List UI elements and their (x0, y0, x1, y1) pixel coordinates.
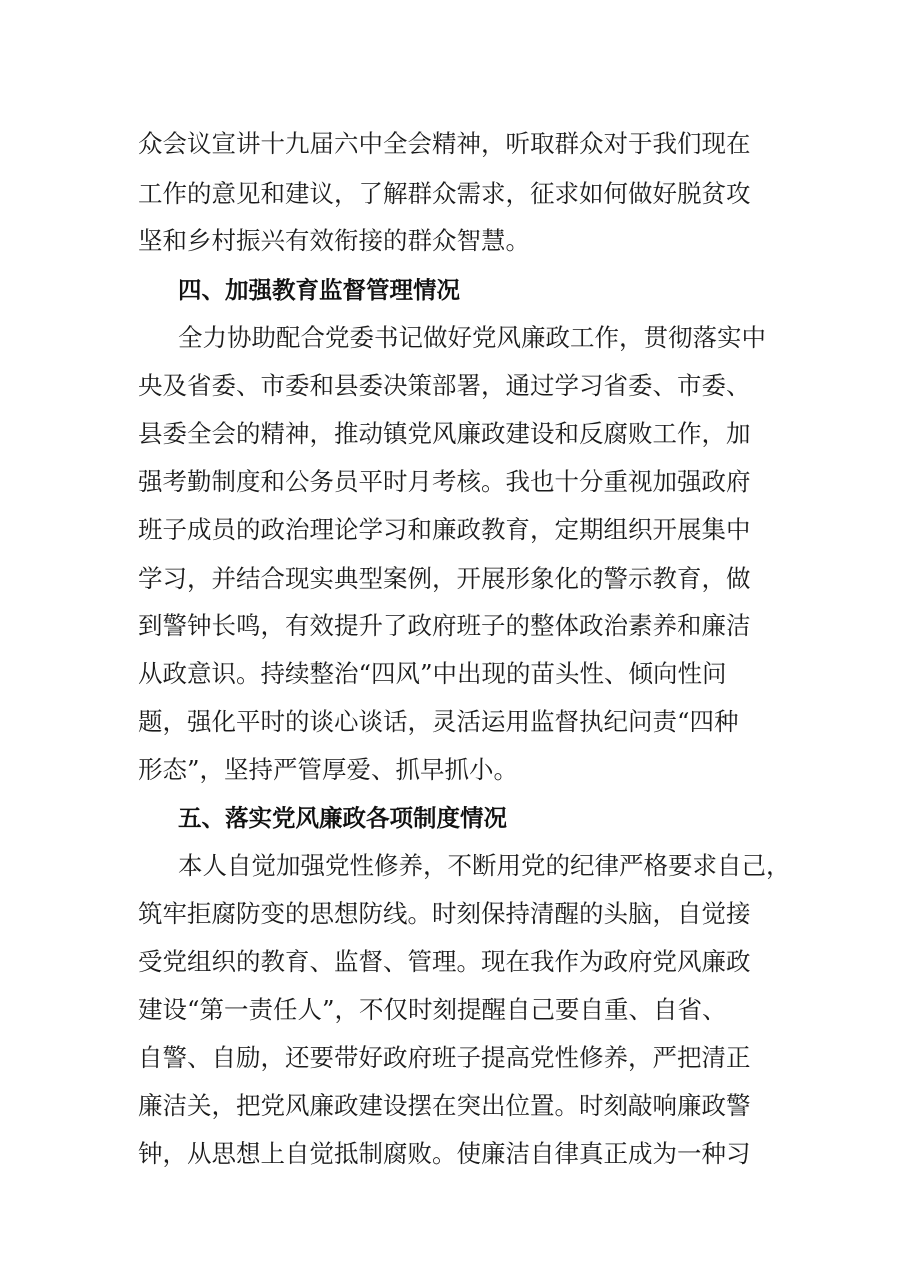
body-text-line: 题，强化平时的谈心谈话，灵活运用监督执纪问责“四种 (138, 707, 739, 736)
body-text-line: 形态”，坚持严管厚爱、抓早抓小。 (138, 755, 519, 784)
body-text-line: 从政意识。持续整治“四风”中出现的苗头性、倾向性问 (138, 659, 727, 688)
body-text-line: 工作的意见和建议，了解群众需求，征求如何做好脱贫攻 (138, 179, 751, 208)
body-text-line: 受党组织的教育、监督、管理。现在我作为政府党风廉政 (138, 947, 751, 976)
body-text-line: 廉洁关，把党风廉政建设摆在突出位置。时刻敲响廉政警 (138, 1091, 751, 1120)
body-text-line: 坚和乡村振兴有效衔接的群众智慧。 (138, 226, 530, 255)
body-text-line: 强考勤制度和公务员平时月考核。我也十分重视加强政府 (138, 467, 751, 496)
section-heading-4: 四、加强教育监督管理情况 (178, 276, 460, 304)
body-text-line: 自警、自励，还要带好政府班子提高党性修养，严把清正 (138, 1043, 751, 1072)
body-text-line: 学习，并结合现实典型案例，开展形象化的警示教育，做 (138, 564, 751, 593)
body-text-line: 众会议宣讲十九届六中全会精神，听取群众对于我们现在 (138, 129, 751, 158)
body-text-line: 钟，从思想上自觉抵制腐败。使廉洁自律真正成为一种习 (138, 1139, 751, 1168)
body-text-line: 央及省委、市委和县委决策部署，通过学习省委、市委、 (138, 371, 751, 400)
body-text-line: 县委全会的精神，推动镇党风廉政建设和反腐败工作，加 (138, 419, 751, 448)
body-text-line: 全力协助配合党委书记做好党风廉政工作，贯彻落实中 (178, 323, 766, 352)
body-text-line: 到警钟长鸣，有效提升了政府班子的整体政治素养和廉洁 (138, 611, 751, 640)
body-text-line: 筑牢拒腐防变的思想防线。时刻保持清醒的头脑，自觉接 (138, 899, 751, 928)
body-text-line: 建设“第一责任人”，不仅时刻提醒自己要自重、自省、 (138, 995, 727, 1024)
body-text-line: 班子成员的政治理论学习和廉政教育，定期组织开展集中 (138, 515, 751, 544)
section-heading-5: 五、落实党风廉政各项制度情况 (178, 804, 507, 832)
body-text-line: 本人自觉加强党性修养，不断用党的纪律严格要求自己， (178, 851, 791, 880)
